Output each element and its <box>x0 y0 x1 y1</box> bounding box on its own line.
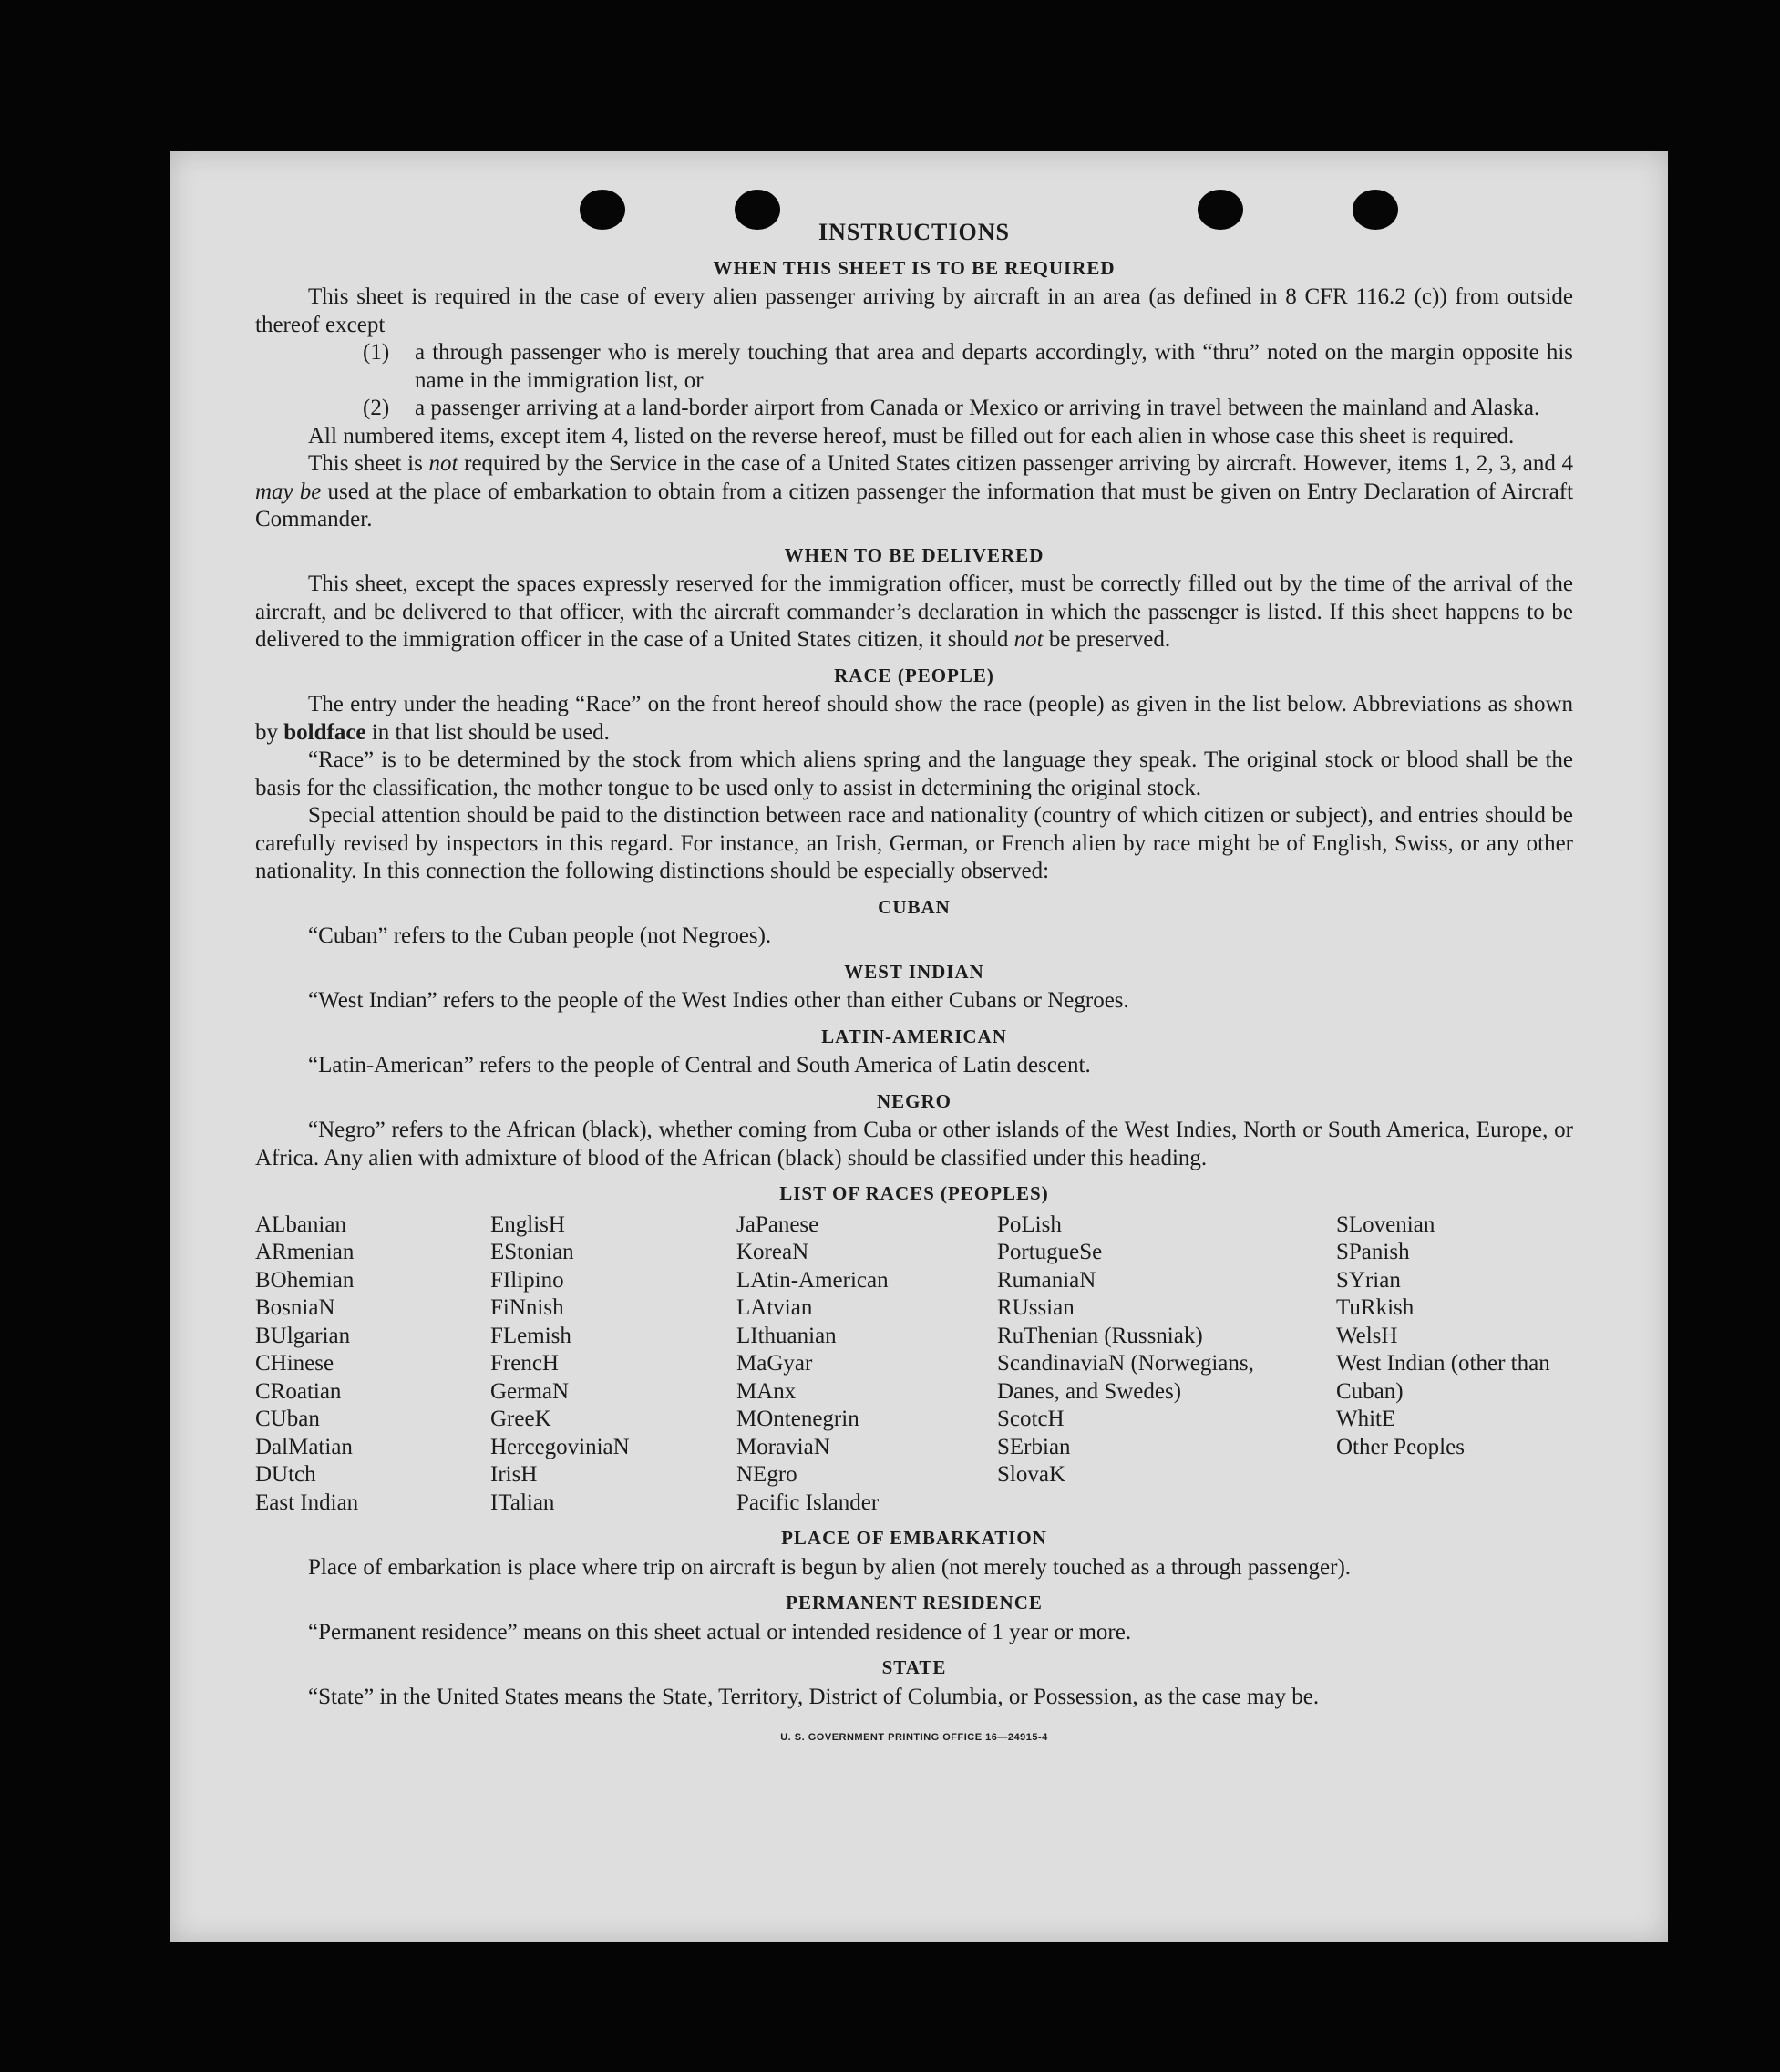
heading-west-indian: WEST INDIAN <box>844 960 984 983</box>
race-item: MOntenegrin <box>736 1407 859 1431</box>
race-item: PortugueSe <box>997 1240 1103 1264</box>
race-item: SlovaK <box>997 1462 1065 1487</box>
place-of-embarkation-text: Place of embarkation is place where trip on aircraft is begun by alien (not merely touched as a through passenger). <box>308 1554 1352 1580</box>
race-item: West Indian (other than Cuban) <box>1336 1351 1550 1404</box>
race-item: ScandinaviaN (Norwegians, Danes, and Swedes) <box>997 1351 1254 1404</box>
cuban-text: “Cuban” refers to the Cuban people (not Negroes). <box>308 923 772 948</box>
race-item: Other Peoples <box>1336 1434 1465 1459</box>
when-required-intro: This sheet is required in the case of every alien passenger arriving by aircraft in an area (as defined in 8 CFR 116.2 (c)) from outside thereof except <box>255 284 1573 337</box>
emphasis: may be <box>255 479 322 504</box>
race-item: CHinese <box>255 1351 334 1376</box>
race-item: KoreaN <box>736 1240 809 1264</box>
exception-number: (2) <box>363 396 390 420</box>
race-item: SErbian <box>997 1434 1071 1459</box>
document-sheet <box>170 151 1668 1942</box>
heading-when-delivered: WHEN TO BE DELIVERED <box>784 543 1044 566</box>
heading-list-of-races: LIST OF RACES (PEOPLES) <box>779 1182 1049 1204</box>
race-item: SPanish <box>1336 1240 1410 1264</box>
race-item: WelsH <box>1336 1323 1398 1348</box>
text-span: in that list should be used. <box>365 719 610 745</box>
latin-american-text: “Latin-American” refers to the people of Central and South America of Latin descent. <box>308 1053 1091 1077</box>
race-item: MAnx <box>736 1378 797 1404</box>
citizen-paragraph <box>255 450 1573 534</box>
race-item: ITalian <box>490 1490 555 1515</box>
race-item: ScotcH <box>997 1407 1065 1431</box>
race-item: SYrian <box>1336 1267 1401 1293</box>
text-span: used at the place of embarkation to obtain from a citizen passenger the information that must be given on Entry Declaration of Aircraft Commander. <box>255 479 1574 531</box>
text-span: This sheet is <box>308 451 429 476</box>
race-paragraph-2: “Race” is to be determined by the stock from which aliens spring and the language they speak. The original stock or blood shall be the basis for the classification, the mother tongue to be used only to assist in determining the original stock. <box>255 747 1573 800</box>
exception-number: (1) <box>363 340 390 365</box>
exception-text: a through passenger who is merely touching that area and departs accordingly, with “thru” noted on the margin opposite his name in the immigration list, or <box>415 340 1573 393</box>
heading-race: RACE (PEOPLE) <box>834 664 994 686</box>
race-item: HercegoviniaN <box>490 1434 630 1459</box>
bold-text: boldface <box>283 719 366 745</box>
race-paragraph-3: Special attention should be paid to the distinction between race and nationality (country of which citizen or subject), and entries should be carefully revised by inspectors in this regard. For instance, an Irish, German, or French alien by race might be of English, Swiss, or any other nationality. In this connection the following distinctions should be especially observed: <box>255 803 1573 883</box>
heading-when-required: WHEN THIS SHEET IS TO BE REQUIRED <box>713 256 1116 279</box>
exception-item <box>363 339 1573 395</box>
race-item: BOhemian <box>255 1267 355 1293</box>
race-item: GreeK <box>490 1407 551 1431</box>
race-item: East Indian <box>255 1490 359 1515</box>
west-indian-text: “West Indian” refers to the people of the West Indies other than either Cubans or Negroes. <box>308 988 1129 1013</box>
race-item: PoLish <box>997 1211 1062 1237</box>
race-item: IrisH <box>490 1462 538 1487</box>
race-item: BUlgarian <box>255 1323 351 1348</box>
text-span: be preserved. <box>1043 627 1171 652</box>
heading-cuban: CUBAN <box>878 895 951 918</box>
when-delivered-paragraph <box>255 571 1573 655</box>
races-column <box>1336 1211 1573 1518</box>
race-item: EStonian <box>490 1240 574 1264</box>
text-span: This sheet, except the spaces expressly reserved for the immigration officer, must be correctly filled out by the time of the arrival of the aircraft, and be delivered to that officer, with the aircraft commander’s declaration in which the passenger is listed. If this sheet happens to be delivered to the immigration officer in the case of a United States citizen, it should <box>255 572 1573 652</box>
exception-text: a passenger arriving at a land-border airport from Canada or Mexico or arriving in travel between the mainland and Alaska. <box>415 396 1540 420</box>
permanent-residence-text: “Permanent residence” means on this sheet actual or intended residence of 1 year or more. <box>308 1619 1132 1644</box>
race-item: DalMatian <box>255 1434 353 1459</box>
text-span: The entry under the heading “Race” on the front hereof should show the race (people) as given in the list below. Abbreviations as shown by <box>255 692 1573 745</box>
race-item: RumaniaN <box>997 1267 1096 1293</box>
race-item: GermaN <box>490 1378 570 1404</box>
race-paragraph-1 <box>255 691 1573 747</box>
race-item: BosniaN <box>255 1295 335 1320</box>
printing-office-footer: U. S. GOVERNMENT PRINTING OFFICE 16—24915-4 <box>780 1732 1048 1743</box>
instructions-content <box>255 219 1573 1752</box>
state-text: “State” in the United States means the State, Territory, District of Columbia, or Possession, as the case may be. <box>308 1684 1320 1709</box>
race-item: CRoatian <box>255 1378 342 1404</box>
race-item: MaGyar <box>736 1351 813 1376</box>
race-item: ALbanian <box>255 1211 346 1237</box>
race-item: FrencH <box>490 1351 559 1376</box>
races-column <box>255 1211 490 1518</box>
races-column <box>490 1211 736 1518</box>
races-list <box>255 1211 1573 1518</box>
heading-latin-american: LATIN-AMERICAN <box>821 1025 1007 1047</box>
race-item: EnglisH <box>490 1211 565 1237</box>
heading-permanent-residence: PERMANENT RESIDENCE <box>786 1592 1043 1613</box>
race-item: LAtvian <box>736 1295 813 1320</box>
race-item: TuRkish <box>1336 1295 1415 1320</box>
race-item: NEgro <box>736 1462 797 1487</box>
numbered-items-paragraph: All numbered items, except item 4, listed on the reverse hereof, must be filled out for each alien in whose case this sheet is required. <box>308 423 1515 448</box>
heading-state: STATE <box>881 1656 947 1678</box>
race-item: WhitE <box>1336 1407 1396 1431</box>
races-column <box>997 1211 1267 1518</box>
race-item: DUtch <box>255 1462 316 1487</box>
race-item: RuThenian (Russniak) <box>997 1323 1203 1348</box>
emphasis: not <box>428 451 458 476</box>
heading-place-of-embarkation: PLACE OF EMBARKATION <box>781 1527 1047 1549</box>
race-item: FLemish <box>490 1323 571 1348</box>
page-title: INSTRUCTIONS <box>818 219 1010 245</box>
races-column <box>736 1211 997 1518</box>
race-item: LIthuanian <box>736 1323 837 1348</box>
race-item: JaPanese <box>736 1211 819 1237</box>
heading-negro: NEGRO <box>876 1089 952 1112</box>
race-item: ARmenian <box>255 1240 355 1264</box>
race-item: CUban <box>255 1407 320 1431</box>
emphasis: not <box>1013 627 1044 652</box>
text-span: required by the Service in the case of a United States citizen passenger arriving by aircraft. However, items 1, 2, 3, and 4 <box>458 451 1573 476</box>
race-item: SLovenian <box>1336 1211 1435 1237</box>
negro-text: “Negro” refers to the African (black), whether coming from Cuba or other islands of the West Indies, North or South America, Europe, or Africa. Any alien with admixture of blood of the African (black) should be classified under this heading. <box>255 1118 1573 1170</box>
race-item: LAtin-American <box>736 1267 889 1293</box>
exception-item <box>363 395 1573 423</box>
race-item: MoraviaN <box>736 1434 830 1459</box>
race-item: RUssian <box>997 1295 1075 1320</box>
race-item: FiNnish <box>490 1295 564 1320</box>
race-item: FIlipino <box>490 1267 564 1293</box>
race-item: Pacific Islander <box>736 1490 880 1515</box>
